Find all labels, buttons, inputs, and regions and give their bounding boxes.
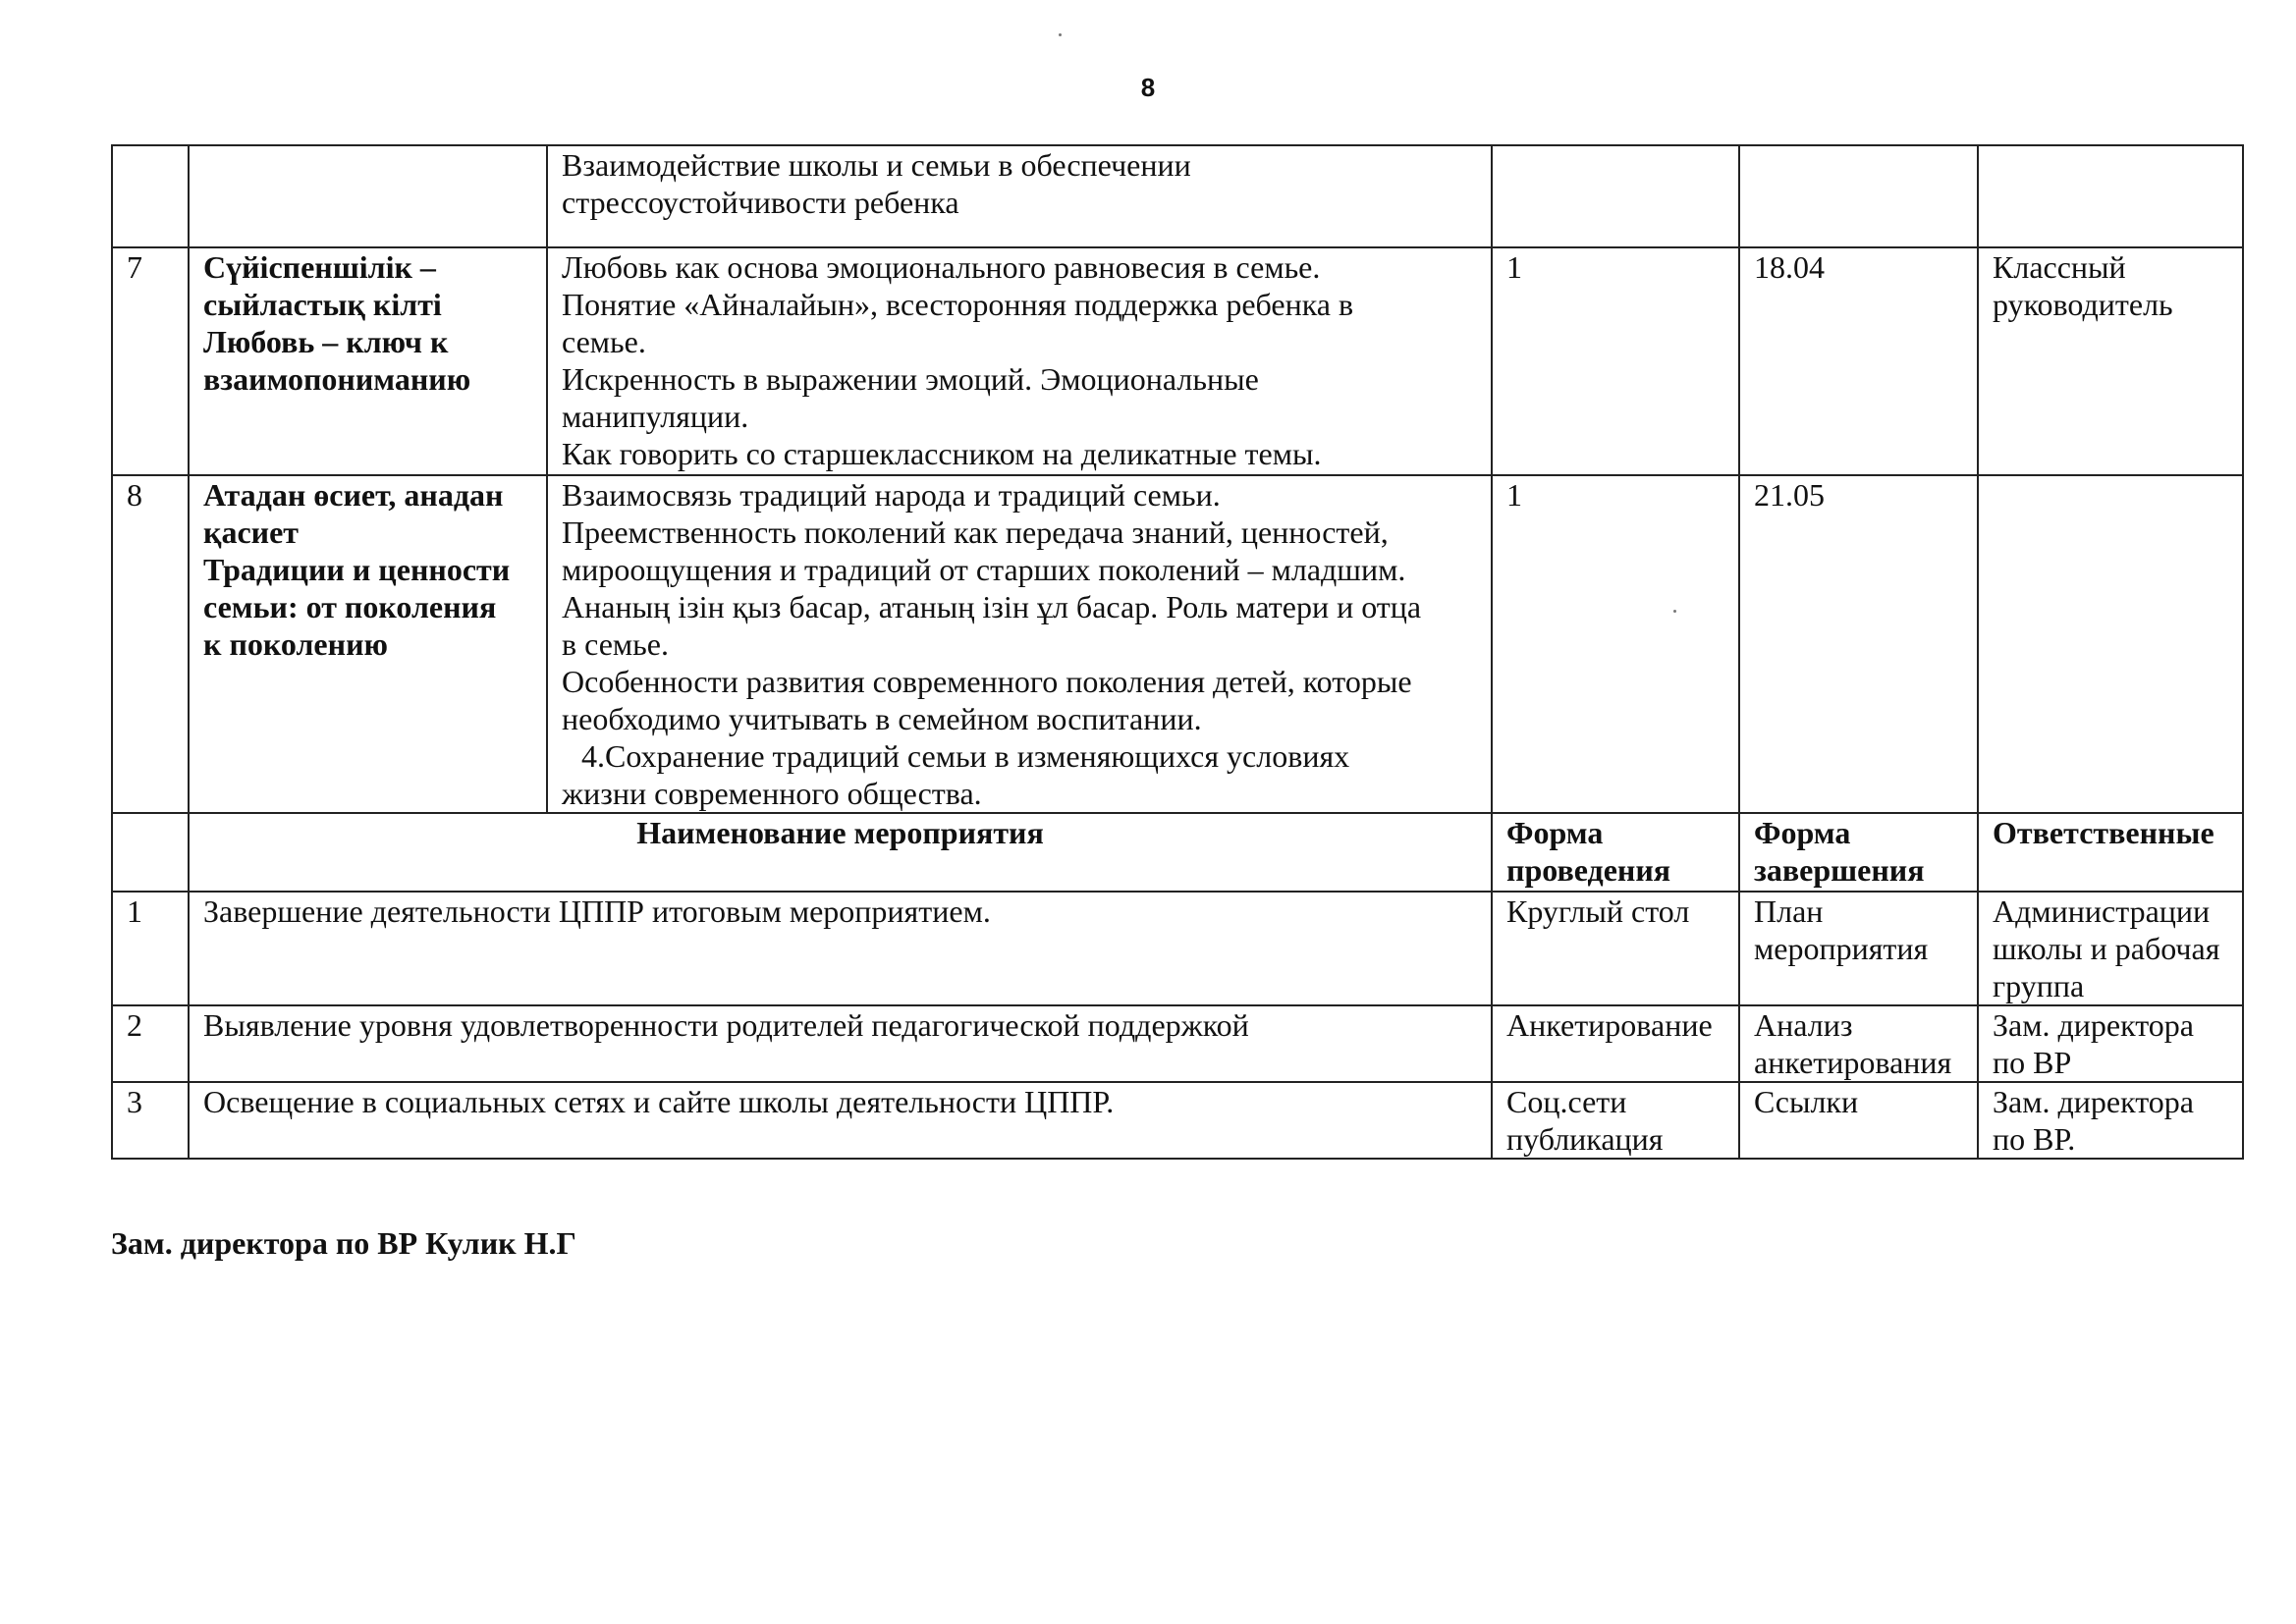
table-row (112, 475, 2243, 813)
header-event-name: Наименование мероприятия (189, 813, 1492, 892)
event-responsible-cell: Администрации школы и рабочая группа (1978, 892, 2243, 1005)
header-number-cell (112, 813, 189, 892)
topic-line: қасиет (203, 514, 299, 550)
event-responsible-cell: Зам. директора по ВР (1978, 1005, 2243, 1082)
table-row (112, 1082, 2243, 1159)
description-line: жизни современного общества. (562, 776, 982, 811)
description-line: семье. (562, 324, 646, 359)
hours-cell: 1 (1492, 475, 1739, 813)
date-cell: 21.05 (1739, 475, 1978, 813)
description-line: стрессоустойчивости ребенка (562, 185, 959, 220)
event-number-cell: 2 (112, 1005, 189, 1082)
hours-cell: 1 (1492, 247, 1739, 475)
header-completion: Форма завершения (1739, 813, 1978, 892)
topic-cell (189, 247, 547, 475)
topic-line: семьи: от поколения (203, 589, 497, 624)
topic-line: Атадан өсиет, анадан (203, 477, 504, 513)
event-number-cell: 1 (112, 892, 189, 1005)
events-header-row (112, 813, 2243, 892)
topic-line: к поколению (203, 626, 388, 662)
description-cell (547, 247, 1492, 475)
topics-body (112, 145, 2243, 813)
row-number-cell: 7 (112, 247, 189, 475)
event-name-cell: Завершение деятельности ЦППР итоговым мероприятием. (189, 892, 1492, 1005)
topic-line: Традиции и ценности (203, 552, 511, 587)
description-cell (547, 475, 1492, 813)
event-completion-cell: Ссылки (1739, 1082, 1978, 1159)
event-completion-cell: План мероприятия (1739, 892, 1978, 1005)
signature-line: Зам. директора по ВР Кулик Н.Г (111, 1225, 576, 1261)
activity-plan-table (111, 144, 2244, 1160)
description-line: мироощущения и традиций от старших поколений – младшим. (562, 552, 1406, 587)
description-line: Понятие «Айналайын», всесторонняя поддержка ребенка в (562, 287, 1354, 322)
event-form-cell: Соц.сети публикация (1492, 1082, 1739, 1159)
topic-line: Любовь – ключ к (203, 324, 449, 359)
description-line: необходимо учитывать в семейном воспитании. (562, 701, 1202, 736)
responsible-cell (1978, 145, 2243, 247)
row-number-cell: 8 (112, 475, 189, 813)
event-name-cell: Выявление уровня удовлетворенности родителей педагогической поддержкой (189, 1005, 1492, 1082)
header-responsible: Ответственные (1978, 813, 2243, 892)
event-number-cell: 3 (112, 1082, 189, 1159)
description-line: Особенности развития современного поколения детей, которые (562, 664, 1412, 699)
event-form-cell: Анкетирование (1492, 1005, 1739, 1082)
table-row (112, 1005, 2243, 1082)
description-cell (547, 145, 1492, 247)
scan-speck (1059, 33, 1062, 36)
responsible-cell (1978, 475, 2243, 813)
event-completion-cell: Анализ анкетирования (1739, 1005, 1978, 1082)
table-row (112, 145, 2243, 247)
topic-line: взаимопониманию (203, 361, 471, 397)
event-form-cell: Круглый стол (1492, 892, 1739, 1005)
row-number-cell (112, 145, 189, 247)
description-line: Преемственность поколений как передача знаний, ценностей, (562, 514, 1389, 550)
description-line: Взаимодействие школы и семьи в обеспечении (562, 147, 1191, 183)
event-name-cell: Освещение в социальных сетях и сайте школы деятельности ЦППР. (189, 1082, 1492, 1159)
table-row (112, 247, 2243, 475)
responsible-cell: Классный руководитель (1978, 247, 2243, 475)
date-cell: 18.04 (1739, 247, 1978, 475)
description-line: манипуляции. (562, 399, 749, 434)
header-form: Форма проведения (1492, 813, 1739, 892)
description-line: в семье. (562, 626, 669, 662)
page-number: 8 (1140, 73, 1156, 102)
event-responsible-cell: Зам. директора по ВР. (1978, 1082, 2243, 1159)
date-cell (1739, 145, 1978, 247)
topic-cell (189, 475, 547, 813)
table-row (112, 892, 2243, 1005)
description-line: Искренность в выражении эмоций. Эмоциональные (562, 361, 1259, 397)
description-line: Любовь как основа эмоционального равновесия в семье. (562, 249, 1321, 285)
scan-speck (1673, 610, 1676, 613)
description-line: Ананың ізін қыз басар, атаның ізін ұл басар. Роль матери и отца (562, 589, 1422, 624)
topic-line: Сүйіспеншілік – (203, 249, 436, 285)
description-line: Взаимосвязь традиций народа и традиций семьи. (562, 477, 1221, 513)
topic-line: сыйластық кілті (203, 287, 442, 322)
topic-cell (189, 145, 547, 247)
hours-cell (1492, 145, 1739, 247)
description-line: Как говорить со старшеклассником на деликатные темы. (562, 436, 1322, 471)
events-body (112, 813, 2243, 1159)
description-line: 4.Сохранение традиций семьи в изменяющихся условиях (581, 738, 1350, 774)
